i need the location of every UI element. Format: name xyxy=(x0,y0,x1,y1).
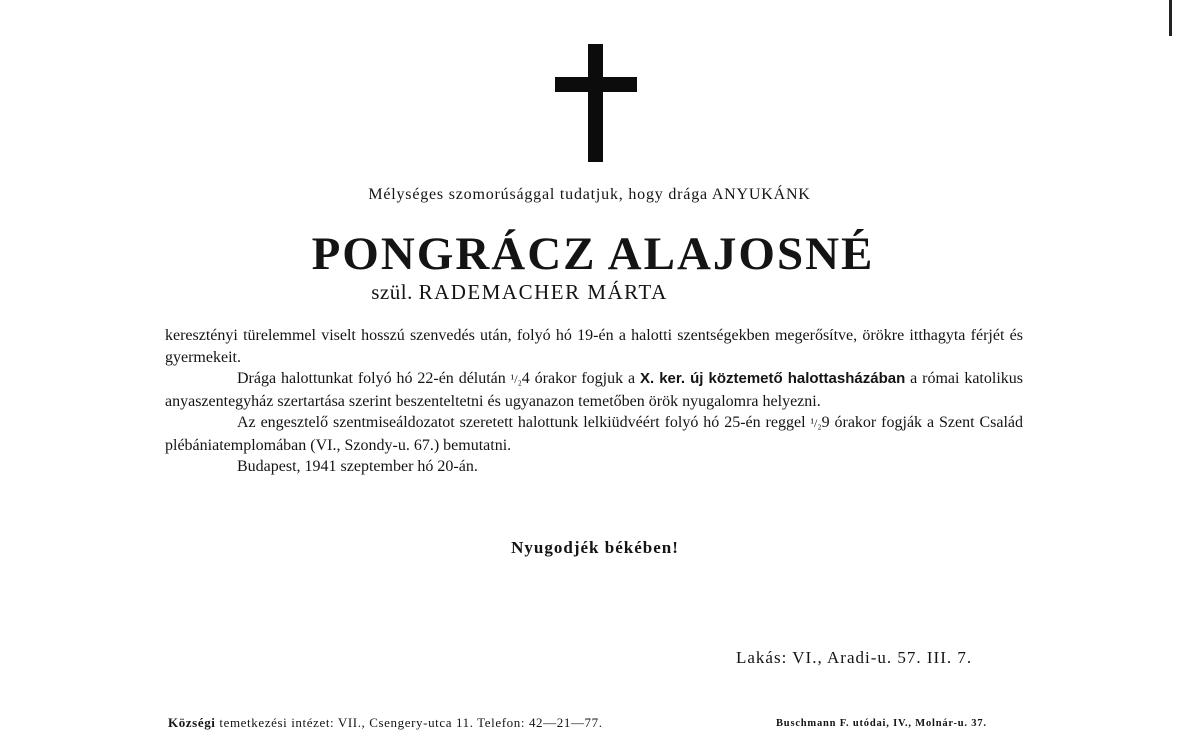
edge-mark xyxy=(1169,0,1172,36)
funeral-service-details: temetkezési intézet: VII., Csengery-utca 11. Telefon: 42—21—77. xyxy=(215,715,603,730)
printer-imprint: Buschmann F. utódai, IV., Molnár-u. 37. xyxy=(776,718,987,729)
paragraph-2 xyxy=(165,368,1023,412)
cross-vertical-bar xyxy=(588,44,603,162)
paragraph-2-text-b: 4 órakor fogjuk a xyxy=(521,370,640,387)
intro-line: Mélységes szomorúsággal tudatjuk, hogy drága ANYUKÁNK xyxy=(368,186,811,203)
cross-horizontal-bar xyxy=(555,77,637,92)
maiden-name: RADEMACHER MÁRTA xyxy=(418,280,668,304)
farewell-line: Nyugodjék békében! xyxy=(511,538,679,557)
paragraph-3-text-b: 9 órakor fogják a Szent Család plébániatemplomában (VI., Szondy-u. 67.) bemutatni. xyxy=(165,414,1024,454)
cemetery-location: X. ker. új köztemető halottasházában xyxy=(639,370,906,387)
paragraph-3-text-a: Az engesztelő szentmiseáldozatot szeretett halottunk lelkiüdvéért folyó hó 25-én reggel xyxy=(237,414,811,431)
maiden-name-line xyxy=(0,280,1039,305)
cross-icon xyxy=(555,44,637,162)
paragraph-2-text-c: a római katolikus anyaszentegyház szertartása szerint beszenteltetni és ugyanazon temetőben örök nyugalomra helyezni. xyxy=(165,370,1023,410)
born-prefix: szül. xyxy=(371,280,413,304)
funeral-service-name: Községi xyxy=(168,715,216,730)
date-line: Budapest, 1941 szeptember hó 20-án. xyxy=(237,458,478,475)
paragraph-1: keresztényi türelemmel viselt hosszú szenvedés után, folyó hó 19-én a halotti szentségekben megerősítve, örökre itthagyta férjét és gyermekeit. xyxy=(165,327,1023,366)
deceased-name: PONGRÁCZ ALAJOSNÉ xyxy=(311,228,875,280)
fraction-half: ¹/₂ xyxy=(510,372,522,386)
funeral-service-info xyxy=(168,715,603,731)
fraction-half: ¹/₂ xyxy=(810,416,822,430)
announcement-text xyxy=(165,325,1023,478)
paragraph-2-text-a: Drága halottunkat folyó hó 22-én délután xyxy=(237,370,511,387)
residence-address: Lakás: VI., Aradi-u. 57. III. 7. xyxy=(736,648,973,667)
paragraph-3 xyxy=(165,412,1023,456)
